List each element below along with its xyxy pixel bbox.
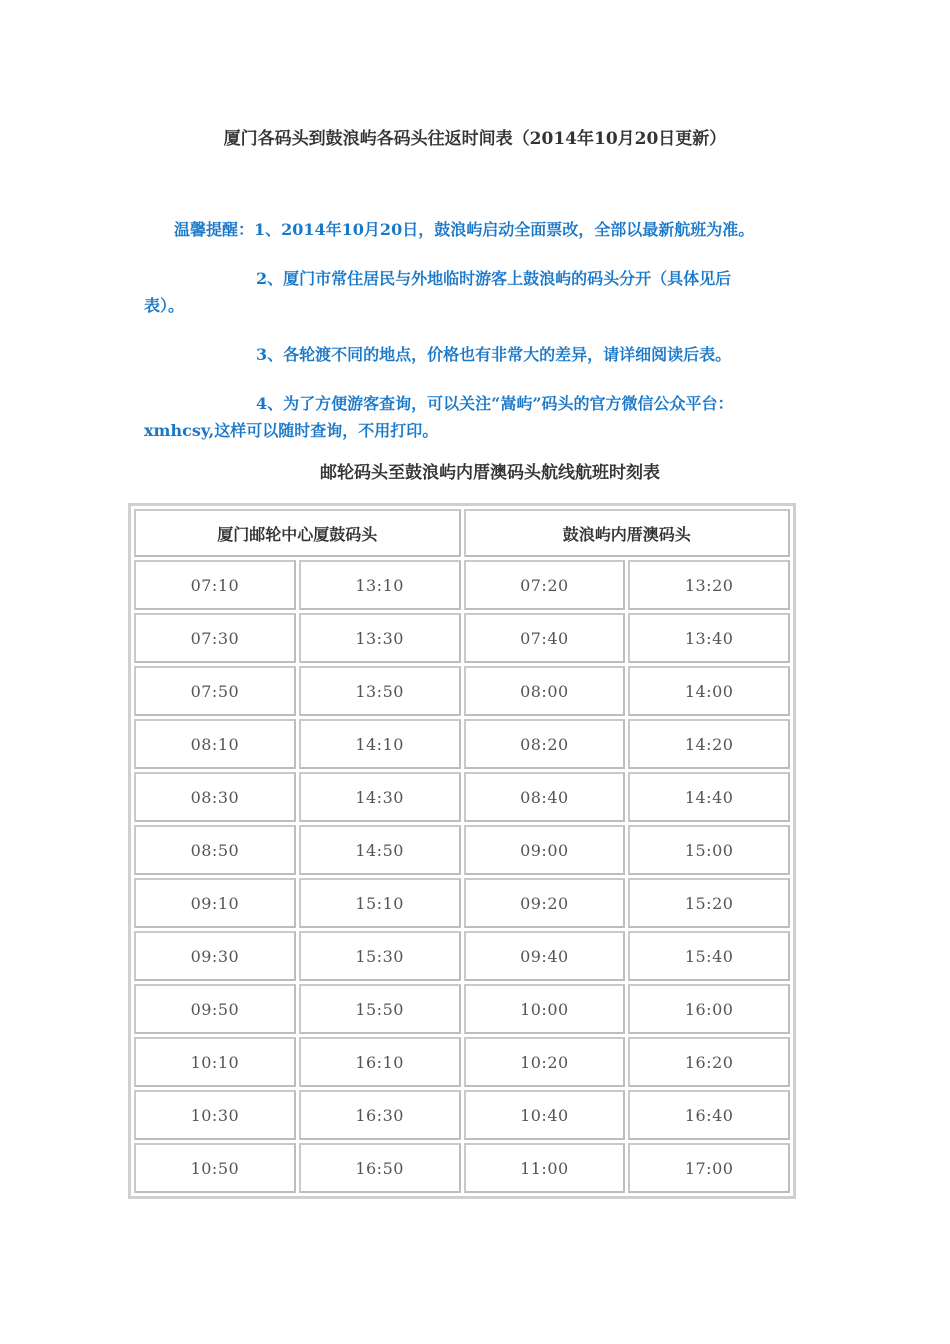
- time-cell: 14:50: [299, 825, 461, 875]
- time-cell: 10:40: [464, 1090, 626, 1140]
- time-cell: 13:40: [628, 613, 790, 663]
- time-cell: 17:00: [628, 1143, 790, 1193]
- time-cell: 16:30: [299, 1090, 461, 1140]
- note-3: 3、各轮渡不同的地点，价格也有非常大的差异，请详细阅读后表。: [256, 345, 732, 364]
- time-cell: 15:20: [628, 878, 790, 928]
- time-cell: 14:10: [299, 719, 461, 769]
- note-2-continued: 表）。: [144, 296, 185, 315]
- time-cell: 16:00: [628, 984, 790, 1034]
- time-cell: 07:50: [134, 666, 296, 716]
- time-cell: 09:20: [464, 878, 626, 928]
- schedule-table: [128, 503, 796, 1199]
- time-cell: 10:30: [134, 1090, 296, 1140]
- time-cell: 14:40: [628, 772, 790, 822]
- time-cell: 15:50: [299, 984, 461, 1034]
- time-cell: 16:40: [628, 1090, 790, 1140]
- table-row: [134, 1090, 790, 1140]
- table-row: [134, 984, 790, 1034]
- time-cell: 08:30: [134, 772, 296, 822]
- reminder-notes: [144, 216, 808, 444]
- time-cell: 15:00: [628, 825, 790, 875]
- time-cell: 16:20: [628, 1037, 790, 1087]
- time-cell: 08:40: [464, 772, 626, 822]
- table-row: [134, 560, 790, 610]
- time-cell: 07:20: [464, 560, 626, 610]
- time-cell: 08:00: [464, 666, 626, 716]
- time-cell: 13:30: [299, 613, 461, 663]
- time-cell: 09:00: [464, 825, 626, 875]
- table-row: [134, 1037, 790, 1087]
- schedule-title: 邮轮码头至鼓浪屿内厝澳码头航线航班时刻表: [320, 463, 660, 483]
- table-row: [134, 666, 790, 716]
- time-cell: 08:50: [134, 825, 296, 875]
- time-cell: 07:30: [134, 613, 296, 663]
- time-cell: 14:30: [299, 772, 461, 822]
- table-row: [134, 772, 790, 822]
- time-cell: 14:20: [628, 719, 790, 769]
- time-cell: 07:10: [134, 560, 296, 610]
- schedule-header-row: [134, 509, 790, 557]
- time-cell: 08:10: [134, 719, 296, 769]
- time-cell: 09:50: [134, 984, 296, 1034]
- time-cell: 15:30: [299, 931, 461, 981]
- time-cell: 08:20: [464, 719, 626, 769]
- time-cell: 10:50: [134, 1143, 296, 1193]
- time-cell: 15:40: [628, 931, 790, 981]
- time-cell: 09:40: [464, 931, 626, 981]
- note-2: 2、厦门市常住居民与外地临时游客上鼓浪屿的码头分开（具体见后: [256, 269, 732, 288]
- table-row: [134, 825, 790, 875]
- time-cell: 13:50: [299, 666, 461, 716]
- time-cell: 10:20: [464, 1037, 626, 1087]
- table-row: [134, 931, 790, 981]
- table-row: [134, 719, 790, 769]
- table-row: [134, 1143, 790, 1193]
- time-cell: 07:40: [464, 613, 626, 663]
- time-cell: 14:00: [628, 666, 790, 716]
- time-cell: 09:30: [134, 931, 296, 981]
- time-cell: 10:10: [134, 1037, 296, 1087]
- time-cell: 16:50: [299, 1143, 461, 1193]
- time-cell: 15:10: [299, 878, 461, 928]
- document-title: 厦门各码头到鼓浪屿各码头往返时间表（2014年10月20日更新）: [223, 129, 727, 149]
- time-cell: 13:20: [628, 560, 790, 610]
- header-departure-pier: 厦门邮轮中心厦鼓码头: [134, 509, 461, 557]
- note-1: 温馨提醒：1、2014年10月20日，鼓浪屿启动全面票改，全部以最新航班为准。: [174, 220, 755, 239]
- table-row: [134, 878, 790, 928]
- time-cell: 11:00: [464, 1143, 626, 1193]
- table-row: [134, 613, 790, 663]
- note-4-continued: xmhcsy,这样可以随时查询，不用打印。: [144, 421, 439, 440]
- note-4: 4、为了方便游客查询，可以关注“嵩屿”码头的官方微信公众平台：: [256, 394, 734, 413]
- schedule-body: [134, 560, 790, 1193]
- time-cell: 16:10: [299, 1037, 461, 1087]
- time-cell: 13:10: [299, 560, 461, 610]
- header-arrival-pier: 鼓浪屿内厝澳码头: [464, 509, 791, 557]
- time-cell: 10:00: [464, 984, 626, 1034]
- time-cell: 09:10: [134, 878, 296, 928]
